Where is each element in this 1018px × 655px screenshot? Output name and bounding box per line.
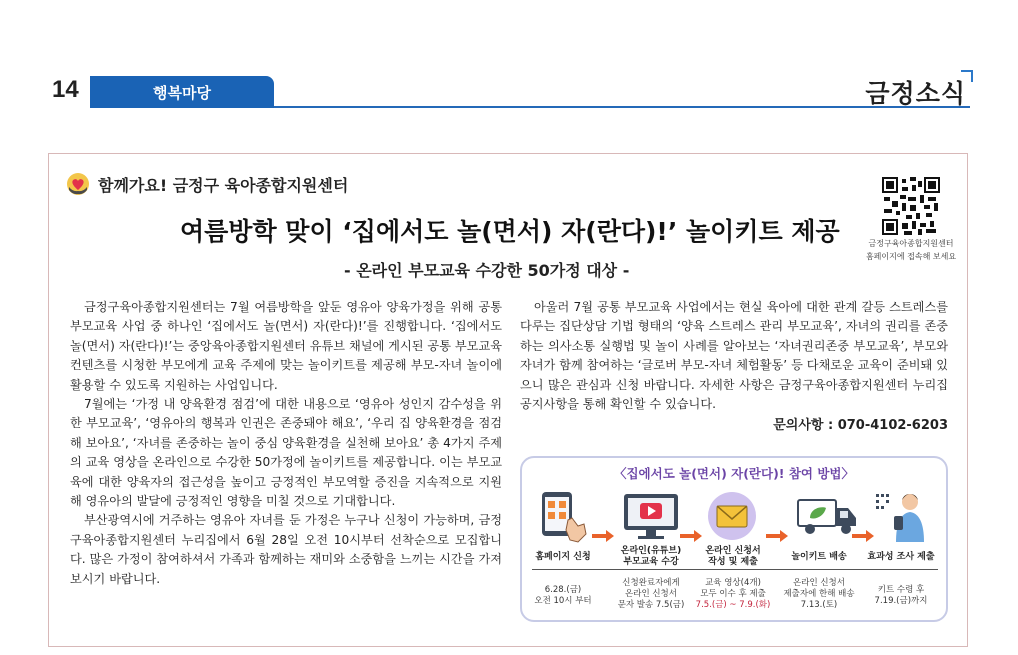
person-phone-icon: [874, 488, 932, 544]
arrow-right-icon: [852, 530, 874, 542]
step-2-note: 신청완료자에게: [622, 578, 680, 588]
corner-mark-icon: [961, 70, 973, 82]
step-4-note: 온라인 신청서: [793, 578, 845, 588]
arrow-right-icon: [680, 530, 702, 542]
step-4-note: 제출자에 한해 배송: [783, 589, 855, 599]
step-2-note: 온라인 신청서: [625, 589, 677, 599]
delivery-truck-icon: [796, 496, 858, 538]
body-paragraph: 7월에는 ‘가정 내 양육환경 점검’에 대한 내용으로 ‘영유아 성인지 감수성을 위한 부모교육’, ‘영유아의 행복과 인권은 존중돼야 해요’, ‘우리 집 양육환경을 점검해 보아요’, ‘자녀를 존중하는 놀이 중심 양육환경을 실천해 보아요’ 총 4가지 주제의 교육 영상을 온라인으로 수강한 50가정에 놀이키트를 제공합니다. 이는 부모교육에 대한 양육자의 접근성을 높이고 긍정적인 부모역할 증진을 지속적으로 지원해 영유아의 발달에 긍정적인 영향을 미칠 것으로 기대합니다.: [70, 397, 502, 509]
step-2-note: 문자 발송 7.5(금): [617, 600, 685, 610]
step-1-label: 홈페이지 신청: [535, 552, 591, 562]
steps-divider: [532, 569, 938, 570]
step-2-label-line2: 부모교육 수강: [623, 557, 679, 567]
envelope-icon: [706, 490, 758, 542]
video-monitor-icon: [622, 492, 680, 540]
step-4-note: 7.13.(토): [800, 600, 838, 610]
step-3-label-line1: 온라인 신청서: [705, 546, 761, 556]
article-subtitle: - 온라인 부모교육 수강한 50가정 대상 -: [344, 261, 630, 280]
step-5-label: 효과성 조사 제출: [867, 552, 935, 562]
step-3-date: 7.5.(금) ~ 7.9.(화): [695, 600, 771, 610]
org-line: [66, 172, 348, 196]
right-column: [520, 298, 948, 436]
publication-title-text: 금정소식: [865, 79, 966, 108]
arrow-right-icon: [766, 530, 788, 542]
heart-hands-icon: [66, 172, 90, 196]
org-heading: 함께가요! 금정구 육아종합지원센터: [98, 175, 349, 195]
step-3-label-line2: 작성 및 제출: [708, 557, 758, 567]
panel-title: 〈집에서도 놀(면서) 자(란다)! 참여 방법〉: [613, 466, 854, 481]
step-1-note: 6.28.(금): [544, 585, 582, 595]
body-paragraph: 금정구육아종합지원센터는 7월 여름방학을 앞둔 영유아 양육가정을 위해 공통 부모교육 사업 중 하나인 ‘집에서도 놀(면서) 자(란다)!’를 진행합니다. ‘집에서도 놀(면서) 자(란다)!’는 중앙육아종합지원센터 유튜브 채널에 게시된 공통 부모교육 컨텐츠를 시청한 부모에게 교육 주제에 맞는 놀이키트를 제공해 부모-자녀 놀이에 활용할 수 있도록 지원하는 사업입니다.: [70, 300, 502, 392]
step-3-note: 모두 이수 후 제출: [700, 589, 766, 599]
step-4-label: 놀이키트 배송: [791, 552, 847, 562]
publication-title: [865, 74, 966, 110]
section-tab: 행복마당: [90, 76, 274, 108]
page-number: 14: [52, 76, 79, 103]
step-2-label-line1: 온라인(유튜브): [620, 546, 682, 556]
step-5-note: 키트 수령 후: [877, 585, 925, 595]
step-3-note: 교육 영상(4개): [705, 578, 761, 588]
contact-line: 문의사항 : 070-4102-6203: [773, 418, 948, 434]
qr-caption-org: 금정구육아종합지원센터: [868, 239, 954, 248]
step-5-note: 7.19.(금)까지: [874, 596, 928, 606]
left-column: [70, 298, 502, 589]
participation-steps-panel: [520, 456, 948, 622]
tablet-tap-icon: [538, 490, 588, 544]
qr-code-icon[interactable]: [882, 177, 940, 235]
body-paragraph: 아울러 7월 공통 부모교육 사업에서는 현실 육아에 대한 관계 갈등 스트레스를 다루는 집단상담 기법 형태의 ‘양육 스트레스 관리 부모교육’, 자녀의 권리를 존중하는 의사소통 실행법 및 놀이 사례를 알아보는 ‘자녀권리존중 부모교육’, 부모와 자녀가 함께 참여하는 ‘글로버 부모-자녀 체험활동’ 등 다채로운 교육이 준비돼 있으니 많은 관심과 신청 바랍니다. 자세한 사항은 금정구육아종합지원센터 누리집 공지사항을 통해 확인할 수 있습니다.: [520, 300, 948, 412]
arrow-right-icon: [592, 530, 614, 542]
step-1-note: 오전 10시 부터: [534, 596, 592, 606]
qr-caption-hint: 홈페이지에 접속해 보세요: [865, 252, 957, 261]
body-paragraph: 부산광역시에 거주하는 영유아 자녀를 둔 가정은 누구나 신청이 가능하며, 금정구육아종합지원센터 누리집에서 6월 28일 오전 10시부터 선착순으로 모집합니다. 많은 가정이 참여하셔서 가족과 함께하는 재미와 소중함을 느끼는 시간을 가져보시기 바랍니다.: [70, 513, 502, 586]
article-title: 여름방학 맞이 ‘집에서도 놀(면서) 자(란다)!’ 놀이키트 제공: [180, 217, 840, 246]
